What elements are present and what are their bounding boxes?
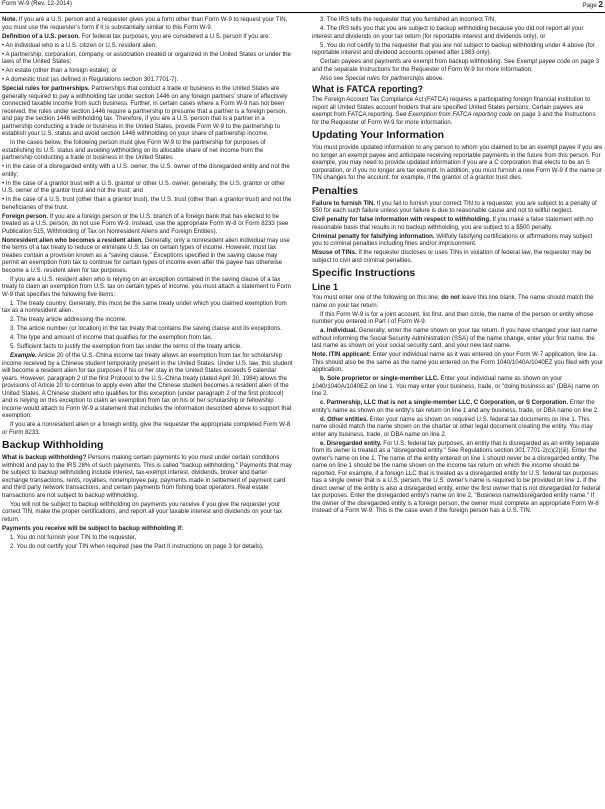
us-person-paragraph xyxy=(2,33,293,41)
entity-paragraph xyxy=(312,375,603,398)
note-label: Note. xyxy=(2,16,18,23)
partnerships-paragraph xyxy=(2,85,293,138)
form-identifier: Form W-9 (Rev. 12-2014) xyxy=(2,0,72,7)
special-rules-ref: Special rules for partnerships xyxy=(345,74,424,82)
numbered-item: 3. The article number (or location) in the tax treaty that contains the saving clause and its exceptions. xyxy=(10,325,282,332)
numbered-item: 2. The treaty article addressing the income. xyxy=(10,316,127,323)
partnerships-text: Partnerships that conduct a trade or business in the United States are generally required to pay a withholding tax under section 1446 on any foreign partners' share of effectively connected taxable income from such business. Further, in certain cases where a Form W-9 has not been received, the rules under section 1446 require a partnership to presume that a partner is a foreign person, and pay the section 1446 withholding tax. Therefore, if you are a U.S. person that is a partner in a partnership conducting a trade or business in the United States, provide Form W-9 to the partnership to establish your U.S. status and avoid section 1446 withholding on your share of partnership income. xyxy=(2,85,288,137)
backup-def-label: What is backup withholding? xyxy=(2,454,87,461)
updating-heading: Updating Your Information xyxy=(312,129,445,141)
right-column xyxy=(312,16,603,516)
text-run: The Foreign Account Tax Compliance Act (FATCA) requires a participating foreign financial institution to report all United States account holders that are specified United States persons. Certain payees are exempt from FATCA reporting. See xyxy=(312,96,591,118)
paragraph: You must provide updated information to any person to whom you claimed to be an exempt payee if you are no longer an exempt payee and anticipate receiving reportable payments in the future from this person. For example, you may need to provide updated information if you are a C corporation that elects to be an S corporation, or if you no longer are tax exempt. In addition, you must furnish a new Form W-9 if the name or TIN changes for the account; for example, if the grantor of a grantor trust dies. xyxy=(312,144,603,181)
note-text: If you are a U.S. person and a requester gives you a form other than Form W-9 to request your TIN, you must use the requester's form if it is substantially similar to this Form W-9. xyxy=(2,16,288,31)
penalty-text: If the requester discloses or uses TINs in violation of federal law, the requester may be subject to civil and criminal penalties. xyxy=(312,249,592,264)
bullet-item: • An estate (other than a foreign estate); or xyxy=(2,67,117,74)
numbered-item: 1. You do not furnish your TIN to the requester, xyxy=(10,533,137,541)
text-run: leave this line blank. The name should match the name on your tax return. xyxy=(312,294,594,309)
page-num: 2 xyxy=(598,0,603,9)
entity-label: a. Individual. xyxy=(320,327,357,334)
entity-label: d. Other entities. xyxy=(320,415,369,423)
nonresident-label: Nonresident alien who becomes a resident alien. xyxy=(2,236,143,244)
entity-text: Enter your name as shown on required U.S. federal tax documents on line 1. This name should match the name shown on the charter or other legal document creating the entity. You may enter any business, trade, or DBA name on line 2. xyxy=(312,415,593,438)
do-not-emphasis: do not xyxy=(441,294,460,301)
line1-heading: Line 1 xyxy=(312,282,339,292)
page-header xyxy=(0,0,605,12)
entity-paragraph xyxy=(312,399,603,414)
bullet-item: • A partnership, corporation, company, or association created or organized in the United States or under the laws of the United States; xyxy=(2,50,291,65)
text-run: on page 3 and the separate Instructions for the Requester of Form W-9 for more information. xyxy=(312,58,600,73)
entity-label: e. Disregarded entity. xyxy=(320,439,382,447)
foreign-person-text: If you are a foreign person or the U.S. branch of a foreign bank that has elected to be treated as a U.S. person, do not use Form W-9. Instead, use the appropriate Form W-8 or Form 8233 (see Publication 515, Withholding of Tax on Nonresident Aliens and Foreign Entities). xyxy=(2,212,289,235)
penalty-paragraph xyxy=(312,200,603,215)
text-run: Certain payees and payments are exempt from backup withholding. See xyxy=(320,58,517,65)
penalty-label: Civil penalty for false information with respect to withholding. xyxy=(312,216,491,223)
bullet-item: • A domestic trust (as defined in Regulations section 301.7701-7). xyxy=(2,76,179,83)
numbered-item: 5. Sufficient facts to justify the exemption from tax under the terms of the treaty article. xyxy=(10,343,242,350)
example-text: Article 20 of the U.S.-China income tax treaty allows an exemption from tax for scholarship income received by a Chinese student temporarily present in the United States. Under U.S. law, this student will become a resident alien for tax purposes if his or her stay in the United States exceeds 5 calendar years. However, paragraph 2 of the first Protocol to the U.S.-China treaty (dated April 30, 1984) allows the provisions of Article 20 to continue to apply even after the Chinese student becomes a resident alien of the United States. A Chinese student who qualifies for this exception (under paragraph 2 of the first protocol) and is relying on this exception to claim an exemption from tax on his or her scholarship or fellowship income would attach to Form W-9 a statement that includes the information described above to support that exemption. xyxy=(2,352,293,419)
entity-label: c. Partnership, LLC that is not a single-member LLC, C Corporation, or S Corporation. xyxy=(320,399,569,406)
specific-instructions-heading: Specific Instructions xyxy=(312,267,416,279)
penalty-text: Willfully falsifying certifications or affirmations may subject you to criminal penalties including fines and/or imprisonment. xyxy=(312,232,593,247)
entity-text: Generally, enter the name shown on your tax return. If you have changed your last name without informing the Social Security Administration (SSA) of the name change, enter your first name, the last name as shown on your social security card, and your new last name. xyxy=(312,327,598,349)
fatca-paragraph xyxy=(312,96,603,126)
bullet-item: • In the case of a disregarded entity with a U.S. owner, the U.S. owner of the disregarded entity and not the entity; xyxy=(2,163,290,178)
exempt-paragraph xyxy=(312,58,603,73)
bullet-item: • In the case of a U.S. trust (other than a grantor trust), the U.S. trust (other than a grantor trust) and not the beneficiaries of the trust. xyxy=(2,196,292,211)
bullet-item: • An individual who is a U.S. citizen or U.S. resident alien; xyxy=(2,41,157,49)
entity-text: For U.S. federal tax purposes, an entity that is disregarded as an entity separate from its owner is treated as a "disregarded entity." See Regulations section 301.7701-2(c)(2)(iii). Enter the owner's name on line 1. The name of the entity entered on line 1 should never be a disregarded entity. The name on line 1 should be the name shown on the income tax return on which the income should be reported. For example, if a foreign LLC that is treated as a disregarded entity for U.S. federal tax purposes has a single owner that is a U.S. person, the U.S. owner's name is required to be provided on line 1. If the direct owner of the entity is also a disregarded entity, enter the first owner that is not disregarded for federal tax purposes. Enter the disregarded entity's name on line 2, "Business name/disregarded entity name." If the owner of the disregarded entity is a foreign person, the owner must complete an appropriate Form W-8 instead of a Form W-9. This is the case even if the foreign person has a U.S. TIN. xyxy=(312,439,601,514)
text-run: above. xyxy=(424,74,444,82)
paragraph: You will not be subject to backup withholding on payments you receive if you give the requester your correct TIN, make the proper certifications, and report all your taxable interest and dividends on your tax return. xyxy=(2,500,283,523)
penalty-paragraph xyxy=(312,233,603,248)
page-word: Page xyxy=(582,2,597,9)
itin-note-label: Note. ITIN applicant: xyxy=(312,351,371,358)
numbered-item: 2. You do not certify your TIN when required (see the Part II instructions on page 3 for details), xyxy=(10,542,264,550)
us-person-label: Definition of a U.S. person. xyxy=(2,32,80,40)
note-paragraph xyxy=(2,16,293,31)
itin-note-paragraph xyxy=(312,351,603,374)
text-run: Also see xyxy=(320,74,346,82)
entity-label: b. Sole proprietor or single-member LLC. xyxy=(320,375,439,382)
nonresident-text: Generally, only a nonresident alien individual may use the terms of a tax treaty to reduce or eliminate U.S. tax on certain types of income. However, most tax treaties contain a provision known as a "saving clause." Exceptions specified in the saving clause may permit an exemption from tax to continue for certain types of income even after the payee has otherwise become a U.S. resident alien for tax purposes. xyxy=(2,236,290,274)
numbered-item: 3. The IRS tells the requester that you furnished an incorrect TIN, xyxy=(320,16,496,23)
text-run: You must enter one of the following on this line; xyxy=(312,294,442,301)
entity-paragraph xyxy=(312,327,603,350)
numbered-item: 4. The IRS tells you that you are subject to backup withholding because you did not report all your interest and dividends on your tax return (for reportable interest and dividends only), or xyxy=(312,25,584,40)
penalty-label: Failure to furnish TIN. xyxy=(312,199,375,207)
penalty-text: If you make a false statement with no reasonable basis that results in no backup withholding, you are subject to a $500 penalty. xyxy=(312,216,594,231)
fatca-heading: What is FATCA reporting? xyxy=(312,84,423,94)
foreign-person-paragraph xyxy=(2,213,293,236)
penalties-heading: Penalties xyxy=(312,184,359,197)
numbered-item: 4. The type and amount of income that qualifies for the exemption from tax. xyxy=(10,334,213,341)
backup-def-text: Persons making certain payments to you must under certain conditions withhold and pay to the IRS 28% of such payments. This is called "backup withholding." Payments that may be subject to backup withholding include interest, tax-exempt interest, dividends, broker and barter exchange transactions, rents, royalties, nonemployee pay, payments made in settlement of payment card and third party network transactions, and certain payments from fishing boat operators. Real estate transactions are not subject to backup withholding. xyxy=(2,454,292,499)
penalty-label: Criminal penalty for falsifying information. xyxy=(312,232,435,240)
exempt-payee-ref: Exempt payee code xyxy=(516,58,571,65)
header-rule xyxy=(0,12,605,13)
text-run: on page 3 and the Instructions for the Requester of Form W-9 for more information. xyxy=(312,111,596,126)
left-column xyxy=(2,16,293,552)
us-person-text: For federal tax purposes, you are considered a U.S. person if you are: xyxy=(79,32,271,40)
entity-text: Enter the entity's name as shown on the entity's tax return on line 1 and any business, trade, or DBA name on line 2. xyxy=(312,399,599,414)
penalty-label: Misuse of TINs. xyxy=(312,249,357,256)
example-paragraph xyxy=(2,352,293,420)
paragraph: If you are a U.S. resident alien who is relying on an exception contained in the saving clause of a tax treaty to claim an exemption from U.S. tax on certain types of income, you must attach a statement to Form W-9 that specifies the following five items: xyxy=(2,275,291,298)
entity-text: Enter your individual name as shown on your 1040/1040A/1040EZ on line 1. You may enter your business, trade, or "doing business as" (DBA) name on line 2. xyxy=(312,375,599,397)
backup-withholding-heading: Backup Withholding xyxy=(2,439,104,451)
paragraph: If this Form W-9 is for a joint account, list first, and then circle, the name of the person or entity whose number you entered in Part I of Form W-9. xyxy=(312,310,594,325)
penalty-paragraph xyxy=(312,216,603,231)
penalty-text: If you fail to furnish your correct TIN to a requester, you are subject to a penalty of $50 for each such failure unless your failure is due to reasonable cause and not to willful neglect. xyxy=(312,199,597,214)
entity-paragraph xyxy=(312,440,603,515)
penalty-paragraph xyxy=(312,249,603,264)
itin-note-text: Enter your individual name as it was entered on your Form W-7 application, line 1a. This should also be the same as the name you entered on the Form 1040/1040A/1040EZ you filed with your application. xyxy=(312,351,603,373)
entity-paragraph xyxy=(312,416,603,439)
numbered-item: 1. The treaty country. Generally, this must be the same treaty under which you claimed exemption from tax as a nonresident alien. xyxy=(2,299,287,314)
backup-def-paragraph xyxy=(2,454,293,499)
foreign-person-label: Foreign person. xyxy=(2,212,49,220)
fatca-code-ref: Exemption from FATCA reporting code xyxy=(408,111,512,118)
partnerships-label: Special rules for partnerships. xyxy=(2,85,90,92)
see-also-paragraph xyxy=(312,75,603,83)
subject-heading: Payments you receive will be subject to backup withholding if: xyxy=(2,524,184,532)
numbered-item: 5. You do not certify to the requester that you are not subject to backup withholding under 4 above (for reportable interest and dividend accounts opened after 1983 only). xyxy=(312,41,595,56)
page-number xyxy=(582,0,603,9)
line1-intro-paragraph xyxy=(312,294,603,309)
paragraph: In the cases below, the following person must give Form W-9 to the partnership for purposes of establishing its U.S. status and avoiding withholding on its allocable share of net income from the partnership conducting a trade or business in the United States: xyxy=(2,139,266,161)
bullet-item: • In the case of a grantor trust with a U.S. grantor or other U.S. owner, generally, the U.S. grantor or other U.S. owner of the grantor trust and not the trust; and xyxy=(2,179,286,194)
nonresident-paragraph xyxy=(2,237,293,275)
paragraph: If you are a nonresident alien or a foreign entity, give the requester the appropriate completed Form W-8 or Form 8233. xyxy=(2,421,291,436)
example-label: Example. xyxy=(10,352,37,359)
